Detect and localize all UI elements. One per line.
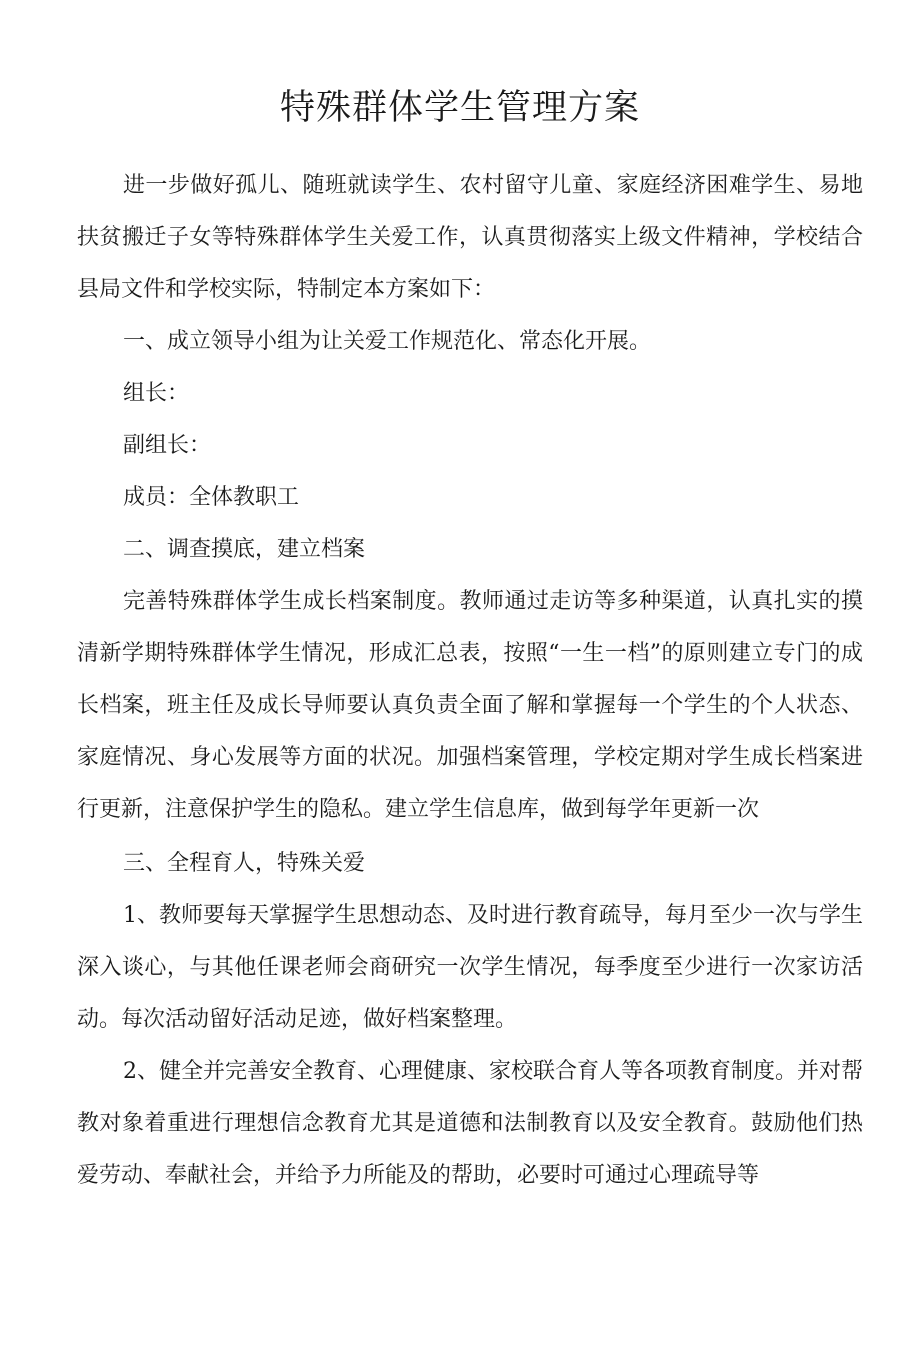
intro-paragraph: 进一步做好孤儿、随班就读学生、农村留守儿童、家庭经济困难学生、易地扶贫搬迁子女等特殊群体学生关爱工作，认真贯彻落实上级文件精神，学校结合县局文件和学校实际，特制定本方案如下：	[77, 173, 863, 302]
deputy-leader-line: 副组长：	[123, 433, 212, 458]
section-3-item-1: 1、教师要每天掌握学生思想动态、及时进行教育疏导，每月至少一次与学生深入谈心，与其他任课老师会商研究一次学生情况，每季度至少进行一次家访活动。每次活动留好活动足迹，做好档案整理。	[77, 903, 863, 1032]
document-body	[77, 160, 863, 1202]
section-3-heading: 三、全程育人，特殊关爱	[123, 851, 366, 876]
section-3-item-2: 2、健全并完善安全教育、心理健康、家校联合育人等各项教育制度。并对帮教对象着重进行理想信念教育尤其是道德和法制教育以及安全教育。鼓励他们热爱劳动、奉献社会，并给予力所能及的帮助，必要时可通过心理疏导等	[77, 1059, 863, 1188]
leader-line: 组长：	[123, 381, 190, 406]
members-line: 成员：全体教职工	[123, 485, 300, 510]
section-1-heading: 一、成立领导小组为让关爱工作规范化、常态化开展。	[123, 329, 652, 354]
section-2-heading: 二、调查摸底，建立档案	[123, 537, 366, 562]
section-2-paragraph: 完善特殊群体学生成长档案制度。教师通过走访等多种渠道，认真扎实的摸清新学期特殊群体学生情况，形成汇总表，按照“一生一档”的原则建立专门的成长档案，班主任及成长导师要认真负责全面了解和掌握每一个学生的个人状态、家庭情况、身心发展等方面的状况。加强档案管理，学校定期对学生成长档案进行更新，注意保护学生的隐私。建立学生信息库，做到每学年更新一次	[77, 589, 863, 822]
document-title: 特殊群体学生管理方案	[279, 88, 640, 128]
